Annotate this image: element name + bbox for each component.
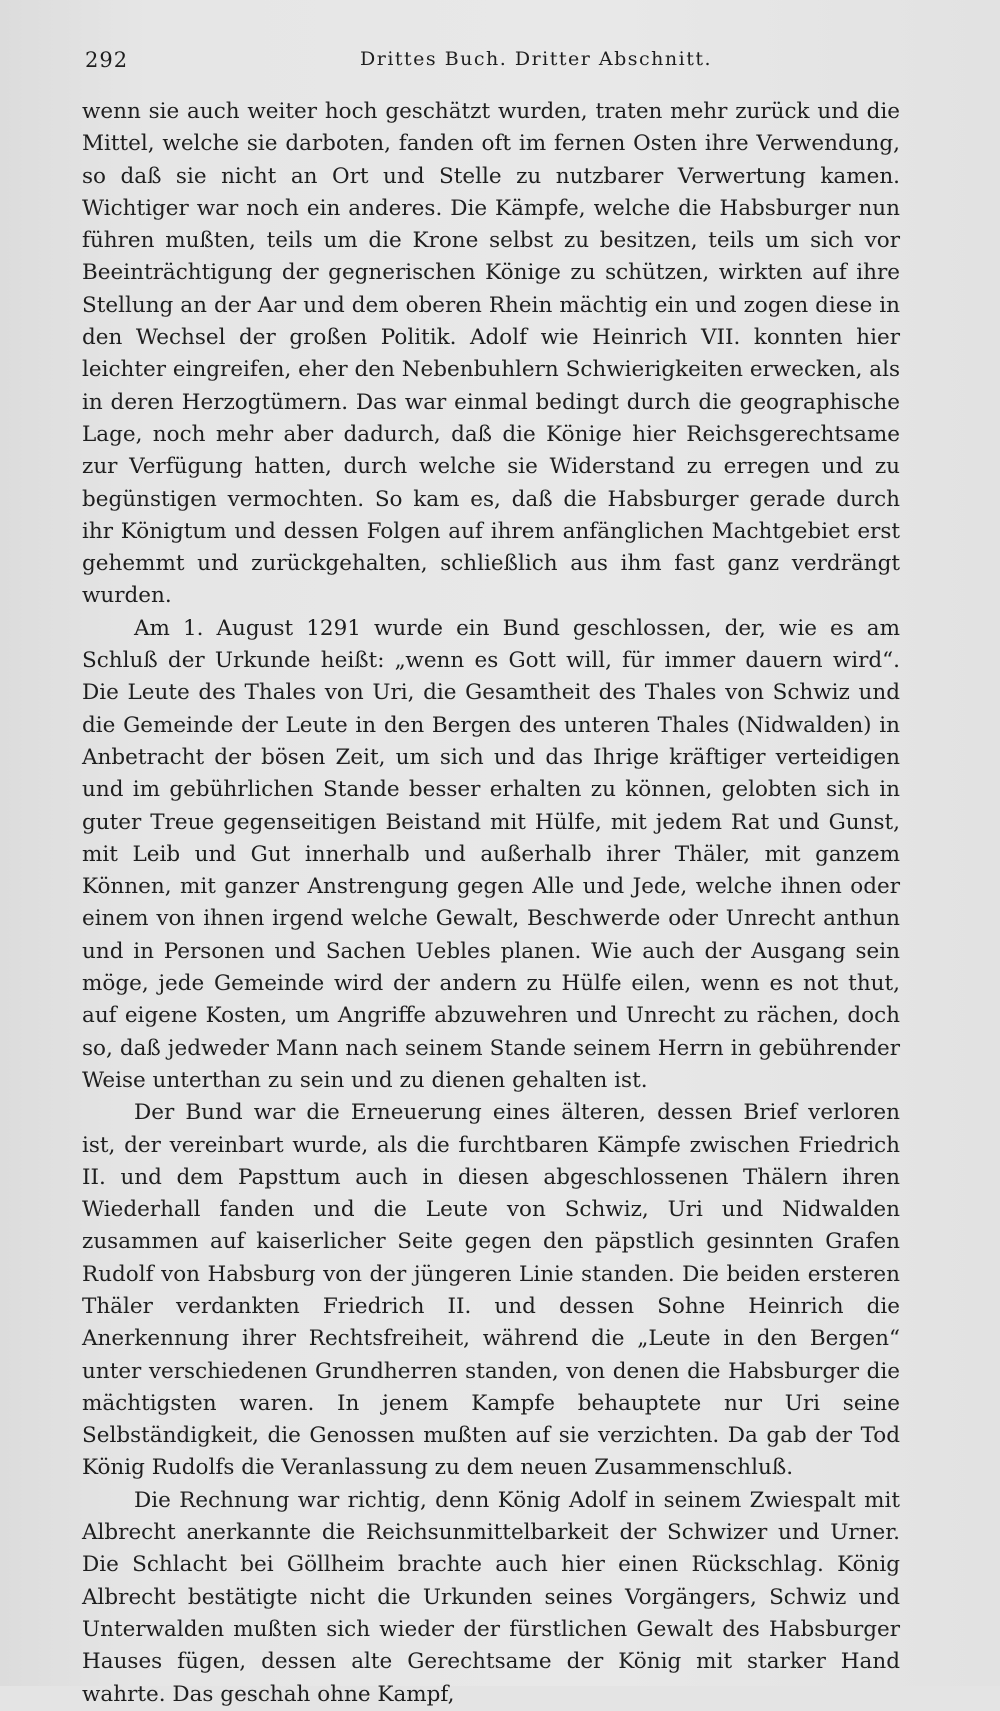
page-header bbox=[85, 48, 897, 82]
paragraph-bund-erneuerung: Der Bund war die Erneuerung eines älteren, dessen Brief verloren ist, der vereinbart wurde, als die furchtbaren Kämpfe zwischen Friedrich II. und dem Papsttum auch in diesen abgeschlossenen Thälern ihren Wiederhall fanden und die Leute von Schwiz, Uri und Nidwalden zusammen auf kaiserlicher Seite gegen den päpstlich gesinnten Grafen Rudolf von Habsburg von der jüngeren Linie standen. Die beiden ersteren Thäler verdankten Friedrich II. und dessen Sohne Heinrich die Anerkennung ihrer Rechtsfreiheit, während die „Leute in den Bergen“ unter verschiedenen Grundherren standen, von denen die Habsburger die mächtigsten waren. In jenem Kampfe behauptete nur Uri seine Selbständigkeit, die Genossen mußten auf sie verzichten. Da gab der Tod König Rudolfs die Veranlassung zu dem neuen Zusammenschluß. bbox=[82, 1100, 900, 1481]
body-text bbox=[82, 96, 900, 1711]
page-number: 292 bbox=[85, 48, 129, 72]
paragraph-continued: wenn sie auch weiter hoch geschätzt wurden, traten mehr zurück und die Mittel, welche sie darboten, fanden oft im fernen Osten ihre Verwendung, so daß sie nicht an Ort und Stelle zu nutzbarer Verwertung kamen. Wichtiger war noch ein anderes. Die Kämpfe, welche die Habsburger nun führen mußten, teils um die Krone selbst zu besitzen, teils um sich vor Beeinträchtigung der gegnerischen Könige zu schützen, wirkten auf ihre Stellung an der Aar und dem oberen Rhein mächtig ein und zogen diese in den Wechsel der großen Politik. Adolf wie Heinrich VII. konnten hier leichter eingreifen, eher den Nebenbuhlern Schwierigkeiten erwecken, als in deren Herzogtümern. Das war einmal bedingt durch die geographische Lage, noch mehr aber dadurch, daß die Könige hier Reichsgerechtsame zur Verfügung hatten, durch welche sie Widerstand zu erregen und zu begünstigen vermochten. So kam es, daß die Habsburger gerade durch ihr Königtum und dessen Folgen auf ihrem anfänglichen Machtgebiet erst gehemmt und zurückgehalten, schließlich aus ihm fast ganz verdrängt wurden. bbox=[82, 99, 900, 609]
running-title: Drittes Buch. Dritter Abschnitt. bbox=[360, 48, 713, 70]
paragraph-rechnung: Die Rechnung war richtig, denn König Adolf in seinem Zwiespalt mit Albrecht anerkannte die Reichsunmittelbarkeit der Schwizer und Urner. Die Schlacht bei Göllheim brachte auch hier einen Rückschlag. König Albrecht bestätigte nicht die Urkunden seines Vorgängers, Schwiz und Unterwalden mußten sich wieder der fürstlichen Gewalt des Habsburger Hauses fügen, dessen alte Gerechtsame der König mit starker Hand wahrte. Das geschah ohne Kampf, bbox=[82, 1487, 900, 1707]
paragraph-bund-1291: Am 1. August 1291 wurde ein Bund geschlossen, der, wie es am Schluß der Urkunde heißt: „wenn es Gott will, für immer dauern wird“. Die Leute des Thales von Uri, die Gesamtheit des Thales von Schwiz und die Gemeinde der Leute in den Bergen des unteren Thales (Nidwalden) in Anbetracht der bösen Zeit, um sich und das Ihrige kräftiger verteidigen und im gebührlichen Stande besser erhalten zu können, gelobten sich in guter Treue gegenseitigen Beistand mit Hülfe, mit jedem Rat und Gunst, mit Leib und Gut innerhalb und außerhalb ihrer Thäler, mit ganzem Können, mit ganzer Anstrengung gegen Alle und Jede, welche ihnen oder einem von ihnen irgend welche Gewalt, Beschwerde oder Unrecht anthun und in Personen und Sachen Uebles planen. Wie auch der Ausgang sein möge, jede Gemeinde wird der andern zu Hülfe eilen, wenn es not thut, auf eigene Kosten, um Angriffe abzuwehren und Unrecht zu rächen, doch so, daß jedweder Mann nach seinem Stande seinem Herrn in gebührender Weise unterthan zu sein und zu dienen gehalten ist. bbox=[82, 615, 900, 1093]
